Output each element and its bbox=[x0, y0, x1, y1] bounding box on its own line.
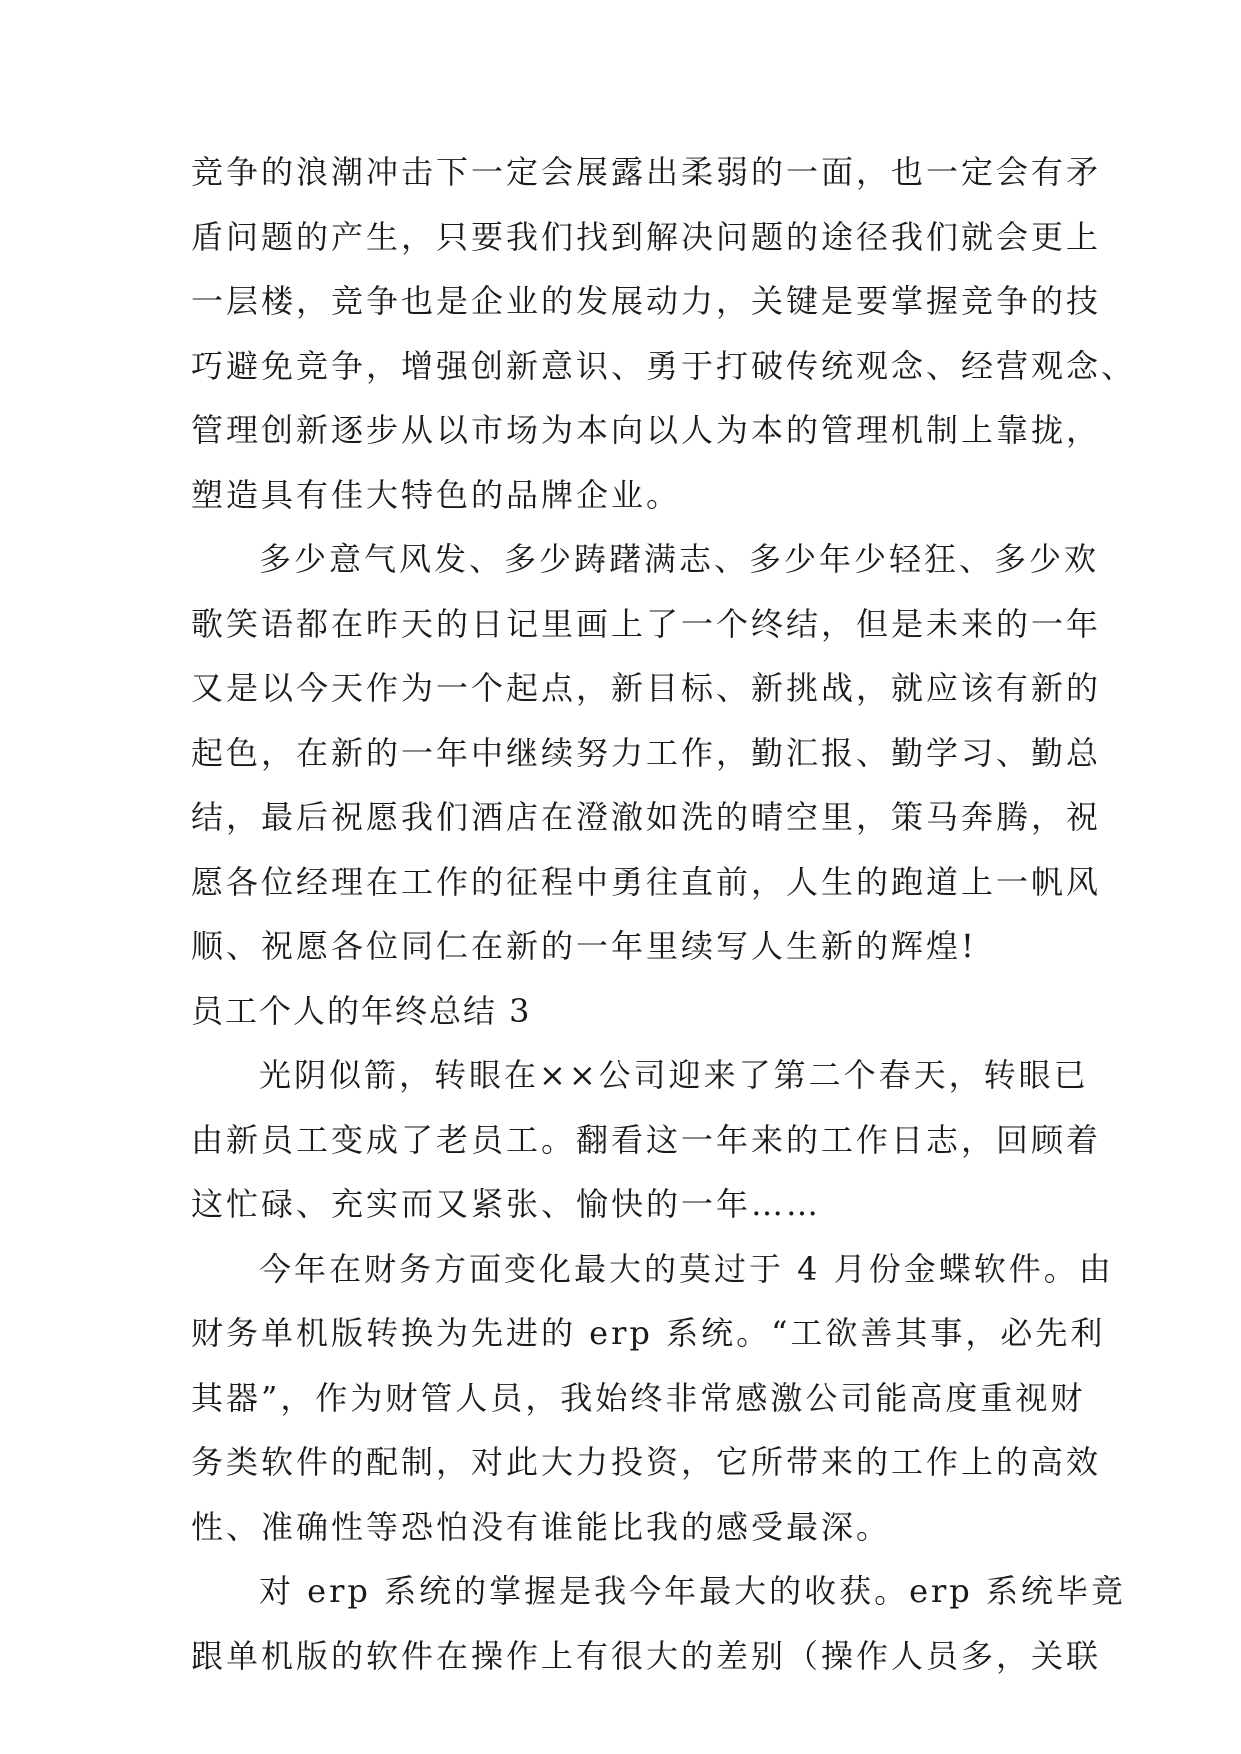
paragraph-first-line: 光阴似箭，转眼在××公司迎来了第二个春天，转眼已 bbox=[259, 1056, 1089, 1094]
text-line: 顺、祝愿各位同仁在新的一年里续写人生新的辉煌! bbox=[191, 927, 977, 965]
text-line: 盾问题的产生，只要我们找到解决问题的途径我们就会更上 bbox=[191, 217, 1102, 256]
text-line: 竞争的浪潮冲击下一定会展露出柔弱的一面，也一定会有矛 bbox=[191, 153, 1102, 191]
text-line: 巧避免竞争，增强创新意识、勇于打破传统观念、经营观念、 bbox=[191, 346, 1137, 385]
text-line: 财务单机版转换为先进的 erp 系统。“工欲善其事，必先利 bbox=[191, 1314, 1106, 1352]
text-line: 又是以今天作为一个起点，新目标、新挑战，就应该有新的 bbox=[191, 669, 1102, 707]
section-heading: 员工个人的年终总结 3 bbox=[191, 991, 532, 1030]
text-line: 其器”，作为财管人员，我始终非常感激公司能高度重视财 bbox=[191, 1378, 1086, 1417]
text-line: 一层楼，竞争也是企业的发展动力，关键是要掌握竞争的技 bbox=[191, 282, 1102, 320]
text-line: 性、准确性等恐怕没有谁能比我的感受最深。 bbox=[191, 1507, 892, 1546]
text-line: 务类软件的配制，对此大力投资，它所带来的工作上的高效 bbox=[191, 1443, 1102, 1481]
paragraph-first-line: 今年在财务方面变化最大的莫过于 4 月份金蝶软件。由 bbox=[259, 1249, 1114, 1288]
text-line: 起色，在新的一年中继续努力工作，勤汇报、勤学习、勤总 bbox=[191, 733, 1102, 772]
text-line: 结，最后祝愿我们酒店在澄澈如洗的晴空里，策马奔腾，祝 bbox=[191, 798, 1102, 836]
text-line: 管理创新逐步从以市场为本向以人为本的管理机制上靠拢， bbox=[191, 411, 1102, 449]
text-line: 跟单机版的软件在操作上有很大的差别（操作人员多，关联 bbox=[191, 1636, 1102, 1675]
text-line: 歌笑语都在昨天的日记里画上了一个终结，但是未来的一年 bbox=[191, 604, 1102, 643]
paragraph-first-line: 多少意气风发、多少踌躇满志、多少年少轻狂、多少欢 bbox=[259, 540, 1100, 578]
text-line: 愿各位经理在工作的征程中勇往直前，人生的跑道上一帆风 bbox=[191, 862, 1102, 901]
document-body bbox=[191, 140, 1137, 1688]
text-line: 塑造具有佳大特色的品牌企业。 bbox=[191, 475, 682, 514]
paragraph-first-line: 对 erp 系统的掌握是我今年最大的收获。erp 系统毕竟 bbox=[259, 1572, 1126, 1610]
text-line: 由新员工变成了老员工。翻看这一年来的工作日志，回顾着 bbox=[191, 1120, 1102, 1159]
text-line: 这忙碌、充实而又紧张、愉快的一年…… bbox=[191, 1185, 822, 1223]
